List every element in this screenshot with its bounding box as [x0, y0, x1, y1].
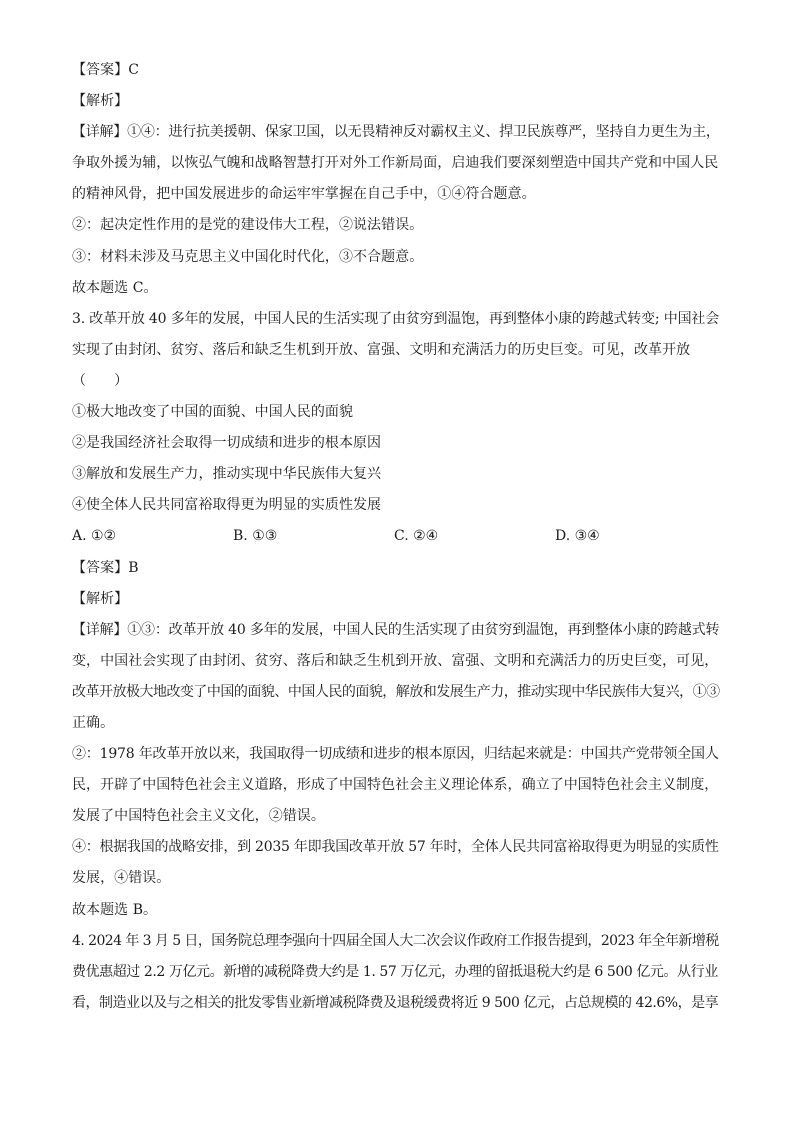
q3-conclusion: 故本题选 B。 [72, 901, 158, 918]
q3-detail-line: 发展，④错误。 [72, 870, 171, 887]
q3-option-b: B. ①③ [233, 528, 278, 545]
q3-option-c: C. ②④ [394, 528, 439, 545]
q2-detail-line: 【详解】①④：进行抗美援朝、保家卫国，以无畏精神反对霸权主义、捍卫民族尊严，坚持自力更生为主， [72, 124, 720, 141]
q2-detail-line: ②：起决定性作用的是党的建设伟大工程，②说法错误。 [72, 217, 424, 234]
q3-blank: （ ） [72, 372, 129, 389]
document-page [72, 60, 724, 1024]
q2-detail-line: 的精神风骨，把中国发展进步的命运牢牢掌握在自己手中，①④符合题意。 [72, 186, 536, 203]
q4-stem-line: 费优惠超过 2.2 万亿元。新增的减税降费大约是 1. 57 万亿元，办理的留抵退税大约是 6 500 亿元。从行业 [72, 963, 718, 980]
q3-detail-line: 正确。 [72, 714, 115, 731]
q3-detail-line: 发展了中国特色社会主义文化，②错误。 [72, 808, 325, 825]
q3-stem-line: 3. 改革开放 40 多年的发展，中国人民的生活实现了由贫穷到温饱，再到整体小康的跨越式转变; 中国社会 [72, 310, 720, 327]
q2-conclusion: 故本题选 C。 [72, 279, 158, 296]
q3-stem-line: 实现了由封闭、贫穷、落后和缺乏生机到开放、富强、文明和充满活力的历史巨变。可见，改革开放 [72, 341, 691, 358]
q4-stem-line: 看，制造业以及与之相关的批发零售业新增减税降费及退税缓费将近 9 500 亿元，占总规模的 42.6%，是享 [72, 994, 719, 1011]
q3-options [72, 526, 724, 547]
q3-option-d: D. ③④ [555, 528, 600, 545]
q4-stem-line: 4. 2024 年 3 月 5 日，国务院总理李强向十四届全国人大二次会议作政府工作报告提到，2023 年全年新增税 [72, 932, 719, 949]
q3-detail-line: 民，开辟了中国特色社会主义道路，形成了中国特色社会主义理论体系，确立了中国特色社会主义制度， [72, 777, 719, 794]
q3-statement: ①极大地改变了中国的面貌、中国人民的面貌 [72, 404, 353, 421]
q3-statement: ②是我国经济社会取得一切成绩和进步的根本原因 [72, 435, 382, 452]
q2-answer: 【答案】C [72, 62, 139, 78]
q3-detail-line: ④：根据我国的战略安排，到 2035 年即我国改革开放 57 年时，全体人民共同富裕取得更为明显的实质性 [72, 839, 719, 856]
q2-analysis-heading: 【解析】 [72, 93, 129, 110]
q3-detail-line: 改革开放极大地改变了中国的面貌、中国人民的面貌，解放和发展生产力，推动实现中华民族伟大复兴，①③ [72, 683, 720, 700]
q3-statement: ③解放和发展生产力，推动实现中华民族伟大复兴 [72, 466, 382, 483]
q3-detail-line: 变，中国社会实现了由封闭、贫穷、落后和缺乏生机到开放、富强、文明和充满活力的历史巨变，可见， [72, 652, 719, 669]
q3-analysis-heading: 【解析】 [72, 590, 129, 607]
q2-detail-line: 争取外援为辅，以恢弘气魄和战略智慧打开对外工作新局面，启迪我们要深刻塑造中国共产党和中国人民 [72, 155, 719, 172]
q3-option-a: A. ①② [72, 528, 117, 545]
q2-detail-line: ③：材料未涉及马克思主义中国化时代化，③不合题意。 [72, 248, 424, 265]
q3-detail-line: ②：1978 年改革开放以来，我国取得一切成绩和进步的根本原因，归结起来就是：中国共产党带领全国人 [72, 746, 719, 763]
q3-answer: 【答案】B [72, 559, 139, 576]
q3-detail-line: 【详解】①③：改革开放 40 多年的发展，中国人民的生活实现了由贫穷到温饱，再到整体小康的跨越式转 [72, 621, 720, 638]
q3-statement: ④使全体人民共同富裕取得更为明显的实质性发展 [72, 497, 382, 514]
